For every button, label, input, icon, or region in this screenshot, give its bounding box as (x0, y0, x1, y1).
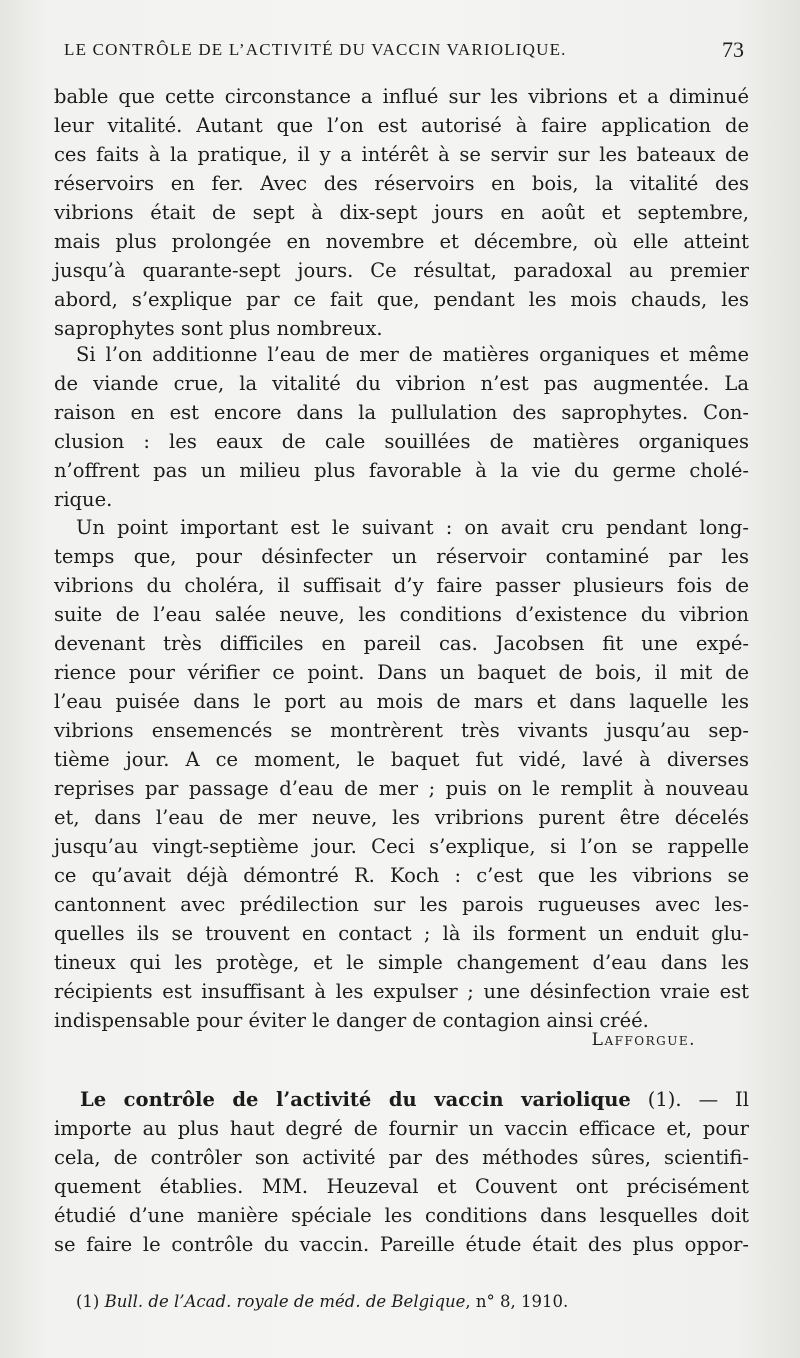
text-line: ces faits à la pratique, il y a intérêt à se servir sur les bateaux de (54, 143, 749, 166)
author-signature: Lafforgue. (591, 1030, 696, 1050)
text-line: quelles ils se trouvent en contact ; là ils forment un enduit glu- (54, 922, 749, 945)
text-line: récipients est insuffisant à les expulser ; une désinfection vraie est (54, 980, 749, 1003)
footnote-reference: (1). — Il (630, 1088, 749, 1111)
page-number: 73 (722, 37, 744, 62)
text-line: Si l’on additionne l’eau de mer de matières organiques et même (76, 343, 749, 366)
text-line: vibrions du choléra, il suffisait d’y faire passer plusieurs fois de (54, 574, 749, 597)
text-line: clusion : les eaux de cale souillées de matières organiques (54, 430, 749, 453)
footnote-details: , n° 8, 1910. (465, 1292, 569, 1311)
running-header (64, 37, 744, 63)
text-line: réservoirs en fer. Avec des réservoirs en bois, la vitalité des (54, 172, 749, 195)
text-line: indispensable pour éviter le danger de contagion ainsi créé. (54, 1009, 649, 1032)
footnote (76, 1292, 568, 1311)
text-line: jusqu’au vingt-septième jour. Ceci s’explique, si l’on se rappelle (54, 835, 749, 858)
text-line: mais plus prolongée en novembre et décembre, où elle atteint (54, 230, 749, 253)
text-line: de viande crue, la vitalité du vibrion n’est pas augmentée. La (54, 372, 749, 395)
text-line: raison en est encore dans la pullulation des saprophytes. Con- (54, 401, 749, 424)
text-line: vibrions ensemencés se montrèrent très vivants jusqu’au sep- (54, 719, 749, 742)
text-line: jusqu’à quarante-sept jours. Ce résultat, paradoxal au premier (54, 259, 749, 282)
paragraph-organic-matter (54, 340, 749, 514)
text-line: devenant très difficiles en pareil cas. Jacobsen fit une expé- (54, 632, 749, 655)
running-title: LE CONTRÔLE DE L’ACTIVITÉ DU VACCIN VARIOLIQUE. (64, 40, 567, 59)
text-line: vibrions était de sept à dix-sept jours en août et septembre, (54, 201, 749, 224)
text-line: importe au plus haut degré de fournir un vaccin efficace et, pour (54, 1117, 749, 1140)
text-line: bable que cette circonstance a influé sur les vibrions et a diminué (54, 85, 749, 108)
text-line: abord, s’explique par ce fait que, pendant les mois chauds, les (54, 288, 749, 311)
text-line: reprises par passage d’eau de mer ; puis on le remplit à nouveau (54, 777, 749, 800)
text-line: tième jour. A ce moment, le baquet fut vidé, lavé à diverses (54, 748, 749, 771)
text-line: quement établies. MM. Heuzeval et Couvent ont précisément (54, 1175, 749, 1198)
text-line: étudié d’une manière spéciale les conditions dans lesquelles doit (54, 1204, 749, 1227)
text-line: n’offrent pas un milieu plus favorable à la vie du germe cholé- (54, 459, 749, 482)
footnote-marker: (1) (76, 1292, 105, 1311)
paragraph-disinfection (54, 513, 749, 1035)
section-first-line (54, 1085, 749, 1114)
text-line: Un point important est le suivant : on avait cru pendant long- (76, 516, 749, 539)
text-line: rience pour vérifier ce point. Dans un baquet de bois, il mit de (54, 661, 749, 684)
paragraph-vitality (54, 82, 749, 343)
text-line: et, dans l’eau de mer neuve, les vribrions purent être décelés (54, 806, 749, 829)
text-line: saprophytes sont plus nombreux. (54, 317, 383, 340)
text-line: suite de l’eau salée neuve, les conditions d’existence du vibrion (54, 603, 749, 626)
text-line: cela, de contrôler son activité par des méthodes sûres, scientifi- (54, 1146, 749, 1169)
text-line: cantonnent avec prédilection sur les parois rugueuses avec les- (54, 893, 749, 916)
text-line: rique. (54, 488, 113, 511)
text-line: se faire le contrôle du vaccin. Pareille étude était des plus oppor- (54, 1233, 749, 1256)
text-line: temps que, pour désinfecter un réservoir contaminé par les (54, 545, 749, 568)
section-vaccine-control (54, 1085, 749, 1259)
text-line: leur vitalité. Autant que l’on est autorisé à faire application de (54, 114, 749, 137)
text-line: tineux qui les protège, et le simple changement d’eau dans les (54, 951, 749, 974)
section-title: Le contrôle de l’activité du vaccin variolique (80, 1088, 631, 1111)
footnote-source: Bull. de l’Acad. royale de méd. de Belgique (104, 1292, 466, 1311)
text-line: ce qu’avait déjà démontré R. Koch : c’est que les vibrions se (54, 864, 749, 887)
text-line: l’eau puisée dans le port au mois de mars et dans laquelle les (54, 690, 749, 713)
